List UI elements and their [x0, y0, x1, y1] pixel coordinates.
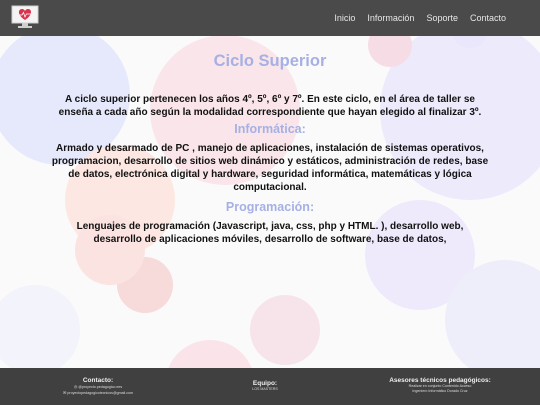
footer-team	[230, 380, 300, 392]
intro-paragraph: A ciclo superior pertenecen los años 4º, 5º, 6º y 7º. En este ciclo, en el área de taller se enseña a cada año según la modalidad correspondiente que hayan elegido al finalizar 3º.	[58, 94, 482, 118]
instagram-handle: @proyecto.pedagogico.ees	[78, 385, 123, 389]
footer-advisors-heading: Asesores técnicos pedagógicos:	[389, 377, 491, 384]
section-title-programacion: Programación:	[225, 200, 315, 214]
nav-menu	[322, 0, 506, 36]
nav-link-inicio[interactable]: Inicio	[334, 13, 356, 23]
footer-team-heading: Equipo:	[252, 380, 278, 387]
footer-advisors-line1: Realizar en conjunto Contenido Acceso	[408, 384, 472, 388]
section-body-programacion: Lenguajes de programación (Javascript, java, css, php y HTML. ), desarrollo web, desarrollo de aplicaciones móviles, desarrollo de software, base de datos,	[76, 221, 464, 245]
page-title: Ciclo Superior	[213, 52, 327, 70]
nav-link-informacion[interactable]: Información	[367, 13, 415, 23]
email-icon: ✉	[63, 390, 67, 395]
section-body-informatica: Armado y desarmado de PC , manejo de aplicaciones, instalación de sistemas operativos, programacion, desarrollo de sitios web dinámico y estáticos, administración de redes, base de datos, electrónica digital y hardware, seguridad informática, matemáticas y lógica computacional.	[51, 143, 489, 193]
nav-link-soporte[interactable]: Soporte	[426, 13, 458, 23]
footer	[0, 368, 540, 405]
email-address: proyectopedagogicotecnicos@gmail.com	[67, 391, 133, 395]
footer-advisors	[380, 377, 500, 394]
heart-monitor-logo[interactable]	[11, 5, 39, 29]
footer-contact	[48, 377, 148, 396]
footer-email[interactable]	[48, 390, 148, 396]
section-title-informatica: Informática:	[234, 122, 306, 136]
footer-contact-heading: Contacto:	[82, 377, 114, 384]
nav-link-contacto[interactable]: Contacto	[469, 13, 506, 23]
instagram-icon: ◎	[73, 384, 78, 389]
footer-advisors-line2: Ingeniero Informático Dorado Cruz	[412, 389, 468, 393]
main-content	[0, 36, 540, 246]
footer-team-members: LOS MASTERS	[252, 387, 278, 391]
navbar	[0, 0, 540, 36]
